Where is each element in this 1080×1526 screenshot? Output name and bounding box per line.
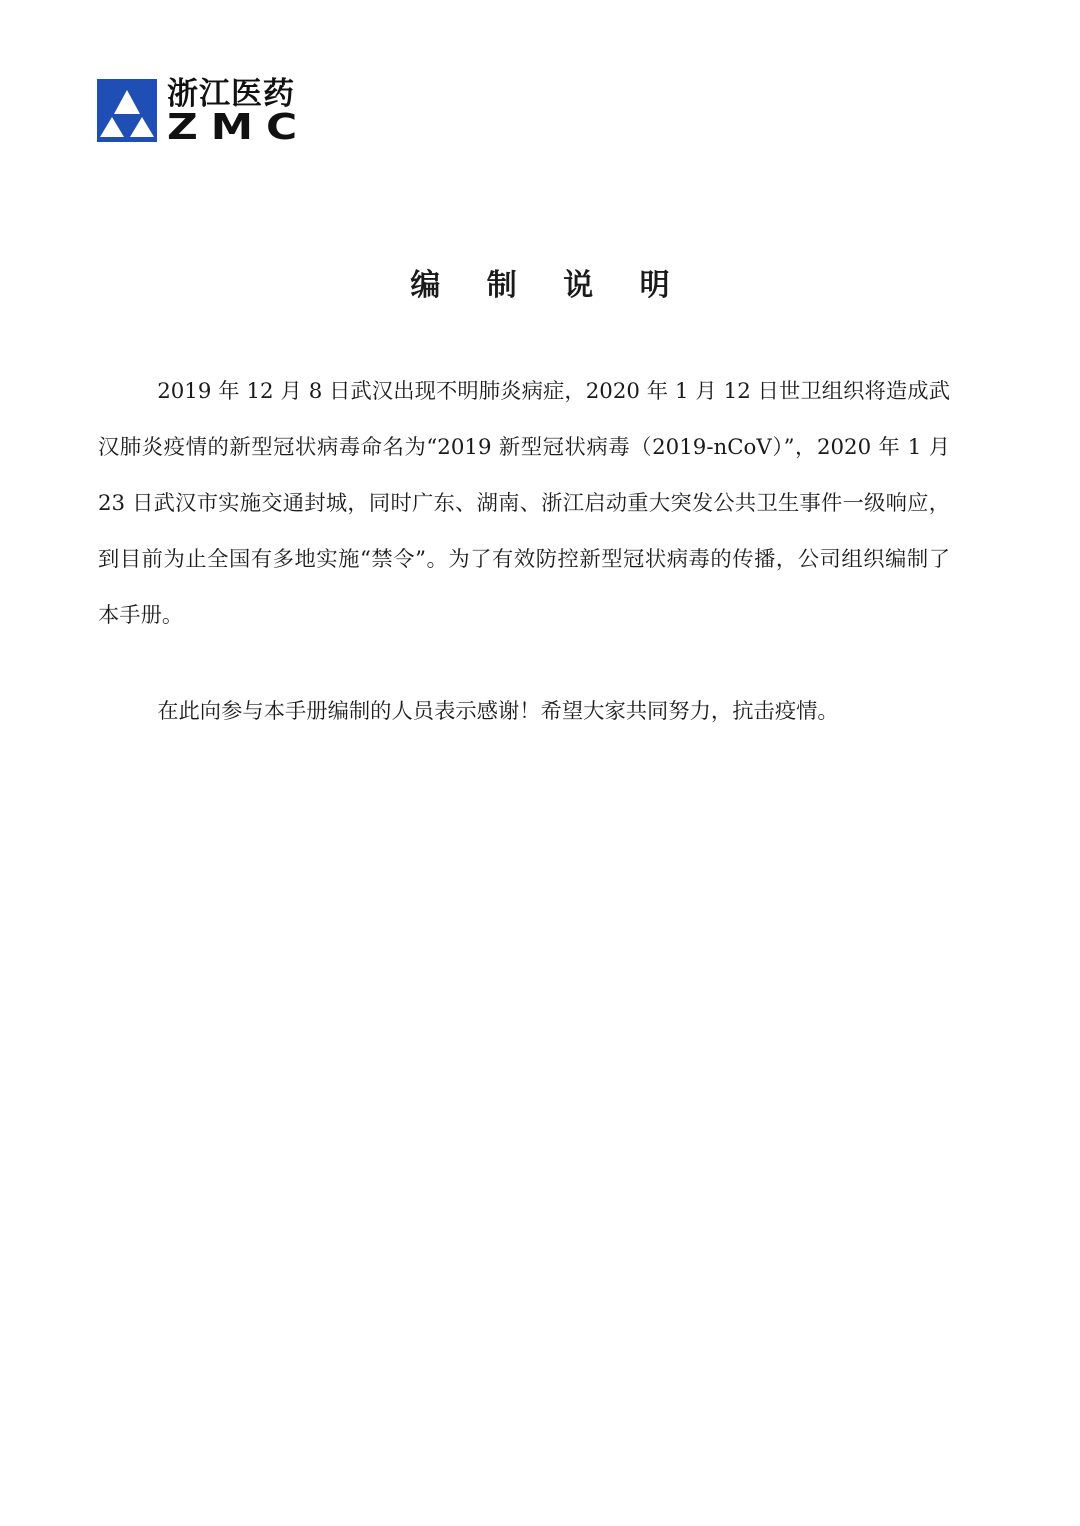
- zmc-logo: [97, 76, 327, 148]
- intro-paragraph: 2019 年 12 月 8 日武汉出现不明肺炎病症，2020 年 1 月 12 日世卫组织将造成武汉肺炎疫情的新型冠状病毒命名为“2019 新型冠状病毒（2019-nCoV）”，2020 年 1 月 23 日武汉市实施交通封城，同时广东、湖南、浙江启动重大突发公共卫生事件一级响应，到目前为止全国有多地实施“禁令”。为了有效防控新型冠状病毒的传播，公司组织编制了本手册。: [98, 379, 950, 628]
- zmc-logo-mark-icon: [97, 79, 157, 142]
- logo-chinese-name: 浙江医药: [167, 76, 295, 112]
- document-body: [98, 364, 950, 740]
- thanks-paragraph: 在此向参与本手册编制的人员表示感谢！希望大家共同努力，抗击疫情。: [157, 699, 839, 724]
- document-title: 编 制 说 明: [410, 268, 688, 303]
- logo-english-name: ZMC: [167, 107, 311, 148]
